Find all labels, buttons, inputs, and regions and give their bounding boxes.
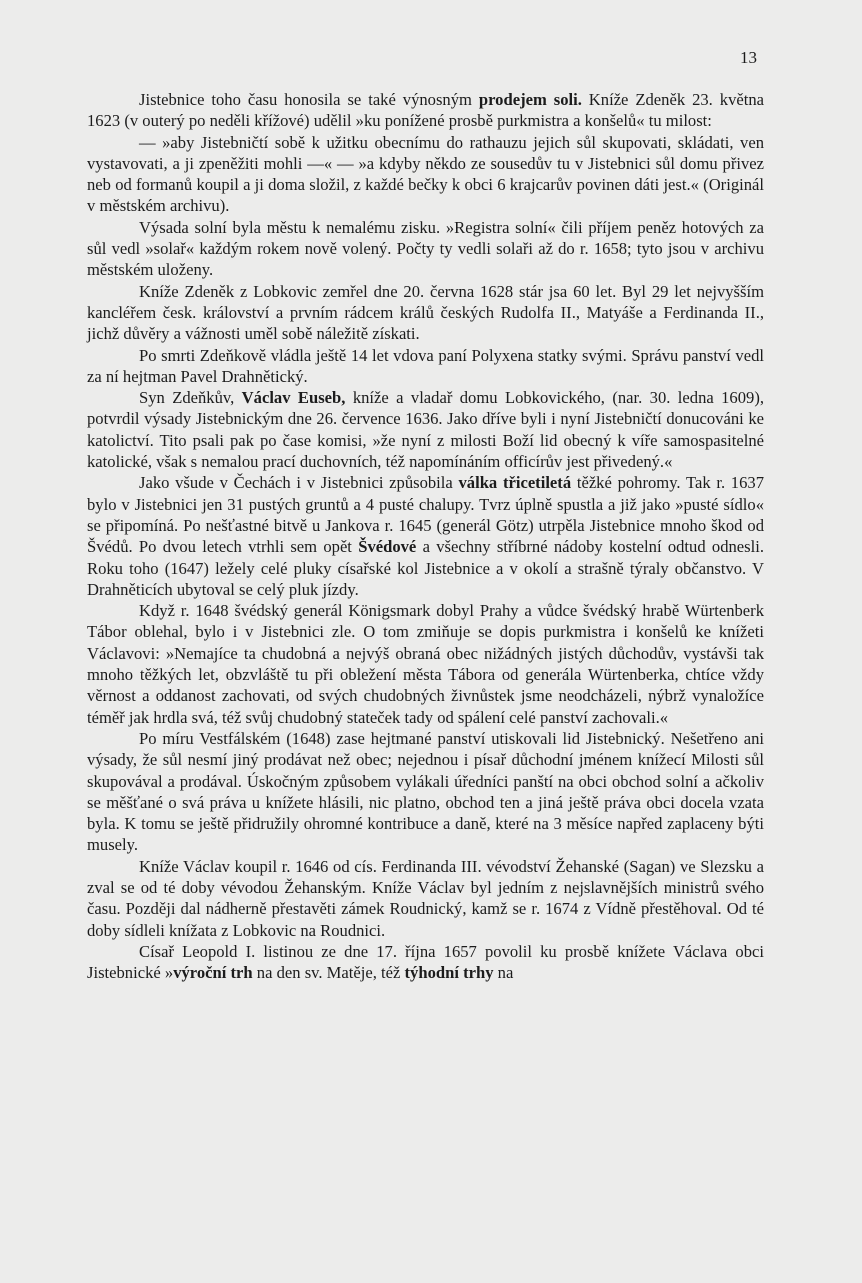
paragraph [87,472,764,600]
paragraph [87,600,764,728]
paragraph [87,941,764,984]
paragraph [87,387,764,472]
text-run: Když r. 1648 švédský generál Königsmark dobyl Prahy a vůdce švédský hrabě Würtenberk Tábor oblehal, bylo i v Jistebnici zle. O tom zmiňuje se dopis purkmistra i konšelů ke knížeti Václavovi: »Nemajíce ta chudobná a nejvýš obraná obec nižádných jistých důchodův, vystávši tak mnoho těžkých let, obzvláště tu při obležení města Tábora od generála Würtenberka, chtíce vždy věrnost a oddanost zachovati, od svých chudobných živnůstek jsme neodcházeli, nýbrž vynaložíce téměř jak hrdla svá, též svůj chudobný stateček tady od spálení celé panství zachovali.« [87,601,764,727]
text-run: Výsada solní byla městu k nemalému zisku. »Registra solní« čili příjem peněz hotových za sůl vedl »solař« každým rokem nově volený. Počty ty vedli solaři až do r. 1658; tyto jsou v archivu městském uloženy. [87,217,764,280]
text-run: Jako všude v Čechách i v Jistebnici způsobila [139,473,459,493]
text-run: na [493,963,514,983]
bold-phrase: týhodní trhy [404,963,494,983]
text-run: na den sv. Matěje, též [252,963,405,983]
paragraph [87,89,764,132]
paragraph [87,217,764,281]
paragraph [87,728,764,856]
text-run: a všechny stříbrné nádoby kostelní odtud odnesli. Roku toho (1647) ležely celé pluky císařské kol Jistebnice a v okolí a strašně týraly občanstvo. V Drahněticích ubytoval se celý pluk jízdy. [87,537,764,599]
text-run: Syn Zdeňkův, [139,388,242,408]
paragraph [87,281,764,345]
paragraph [87,856,764,941]
bold-phrase: Václav Euseb, [241,388,346,408]
text-run: Císař Leopold I. listinou ze dne 17. října 1657 povolil ku prosbě knížete Václava obci Jistebnické » [87,941,764,983]
text-run: těžké pohromy. Tak r. 1637 bylo v Jistebnici jen 31 pustých gruntů a 4 pusté chalupy. Tvrz úplně spustla a již jako »pusté sídlo« se připomíná. Po nešťastné bitvě u Jankova r. 1645 (generál Götz) utrpěla Jistebnice mnoho škod od Švédů. Po dvou letech vtrhli sem opět [87,473,764,557]
text-run: Jistebnice toho času honosila se také výnosným [139,90,479,109]
text-run: — »aby Jistebničtí sobě k užitku obecnímu do rathauzu jejich sůl skupovati, skládati, ven vystavovati, a ji zpeněžiti mohli —« — »a kdyby někdo ze sousedův tu v Jistebnici sůl domu přivez neb od formanů koupil a ji doma složil, z každé bečky k obci 6 krajcarův povinen dáti jest.« (Originál v městském archivu). [87,132,764,216]
body-text [87,89,764,983]
text-run: Kníže Zdeněk z Lobkovic zemřel dne 20. června 1628 stár jsa 60 let. Byl 29 let nejvyšším kancléřem česk. království a prvním rádcem králů českých Rudolfa II., Matyáše a Ferdinanda II., jichž důvěry a vážnosti uměl sobě náležitě získati. [87,281,764,344]
bold-phrase: prodejem soli. [478,90,582,109]
page-number: 13 [740,48,757,67]
text-run: Kníže Václav koupil r. 1646 od cís. Ferdinanda III. vévodství Žehanské (Sagan) ve Slezsku a zval se od té doby vévodou Žehanským. Kníže Václav byl jedním z nejslavnějších ministrů svého času. Později dal nádherně přestavěti zámek Roudnický, kamž se r. 1674 z Vídně přestěhoval. Od té doby sídleli knížata z Lobkovic na Roudnici. [87,856,764,940]
paragraph [87,345,764,388]
bold-phrase: válka třicetiletá [458,473,572,493]
text-run: kníže a vladař domu Lobkovického, (nar. 30. ledna 1609), potvrdil výsady Jistebnickým dne 26. července 1636. Jako dříve byli i nyní Jistebničtí donucováni ke katolictví. Tito psali pak po čase komisi, »že nyní z milosti Boží lid obecný k víře samospasitelné katolické, však s nemalou prací duchovních, též napomínáním officírův jest přivedený.« [87,388,764,472]
paragraph [87,132,764,217]
bold-phrase: Švédové [358,537,417,557]
bold-phrase: výroční trh [173,963,253,983]
text-run: Po smrti Zdeňkově vládla ještě 14 let vdova paní Polyxena statky svými. Správu panství vedl za ní hejtman Pavel Drahnětický. [87,345,764,386]
text-run: Po míru Vestfálském (1648) zase hejtmané panství utiskovali lid Jistebnický. Nešetřeno ani výsady, že sůl nesmí jiný prodávat než obec; nejednou i písař důchodní jménem knížecí Milosti sůl skupovával a prodával. Úskočným způsobem vylákali úředníci panští na obci obchod solní a ačkoliv se měšťané o svá práva u knížete hlásili, nic platno, obchod ten a jiná ještě práva obci docela vzata byla. K tomu se ještě přidružily ohromné kontribuce a daně, které na 3 měsíce napřed zaplaceny býti musely. [87,728,764,855]
text-run: Kníže Zdeněk 23. května 1623 (v outerý po neděli křížové) udělil »ku ponížené prosbě purkmistra a konšelů« tu milost: [87,90,764,131]
